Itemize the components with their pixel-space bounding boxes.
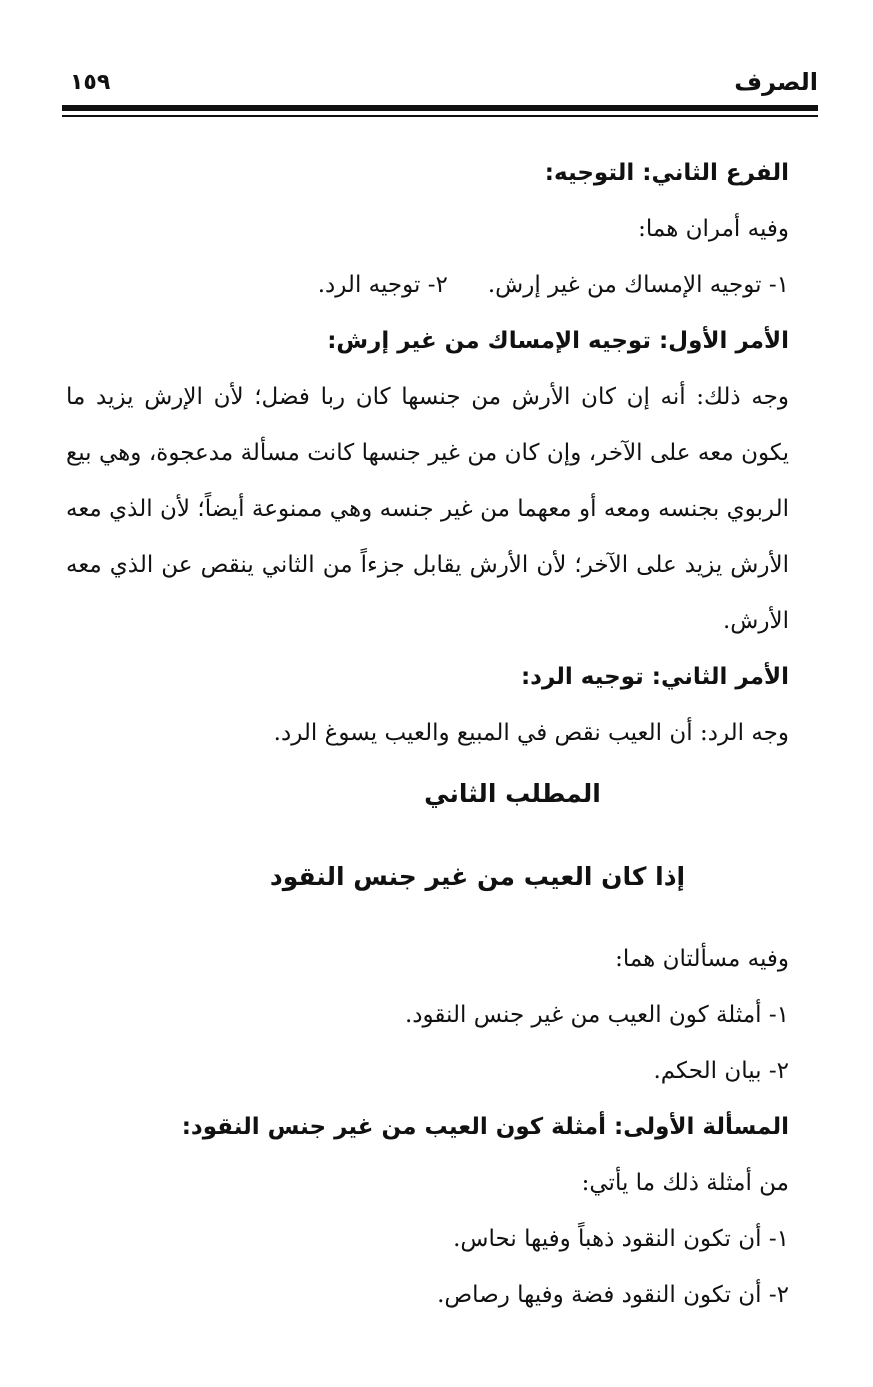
issue-item: ١- أن تكون النقود ذهباً وفيها نحاس. [453, 1226, 789, 1252]
section-title: المطلب الثاني [424, 779, 601, 808]
section-subtitle: إذا كان العيب من غير جنس النقود [269, 862, 686, 891]
main-text [66, 145, 789, 1323]
issue-item: ٢- أن تكون النقود فضة وفيها رصاص. [437, 1282, 789, 1308]
second-matter-heading: الأمر الثاني: توجيه الرد: [520, 664, 789, 690]
branch-heading: الفرع الثاني: التوجيه: [544, 160, 789, 186]
first-matter-paragraph: وجه ذلك: أنه إن كان الأرش من جنسها كان ربا فضل؛ لأن الإرش يزيد ما يكون معه على الآخر، وإن كان من غير جنسها كانت مسألة مدعجوة، وهي بيع الربوي بجنسه ومعه أو معهما من غير جنسه وهي ممنوعة أيضاً؛ لأن الذي معه الأرش يزيد على الآخر؛ لأن الأرش يقابل جزءاً من الثاني ينقص عن الذي معه الأرش. [66, 384, 789, 634]
branch-intro: وفيه أمران هما: [638, 216, 789, 242]
first-matter-heading: الأمر الأول: توجيه الإمساك من غير إرش: [327, 328, 789, 354]
running-header [62, 68, 818, 102]
header-rule-thick [62, 105, 818, 111]
chapter-title: الصرف [734, 68, 818, 96]
branch-item: ٢- توجيه الرد. [317, 272, 448, 298]
section-item: ١- أمثلة كون العيب من غير جنس النقود. [404, 1002, 789, 1028]
issue-intro: من أمثلة ذلك ما يأتي: [581, 1170, 789, 1196]
page-number: ١٥٩ [70, 70, 111, 95]
branch-item: ١- توجيه الإمساك من غير إرش. [487, 272, 789, 298]
section-intro: وفيه مسألتان هما: [615, 946, 789, 972]
section-item: ٢- بيان الحكم. [653, 1058, 789, 1084]
second-matter-paragraph: وجه الرد: أن العيب نقص في المبيع والعيب يسوغ الرد. [273, 720, 789, 746]
header-rule-thin [62, 115, 818, 117]
issue-heading: المسألة الأولى: أمثلة كون العيب من غير جنس النقود: [181, 1114, 789, 1140]
branch-items [66, 257, 789, 313]
